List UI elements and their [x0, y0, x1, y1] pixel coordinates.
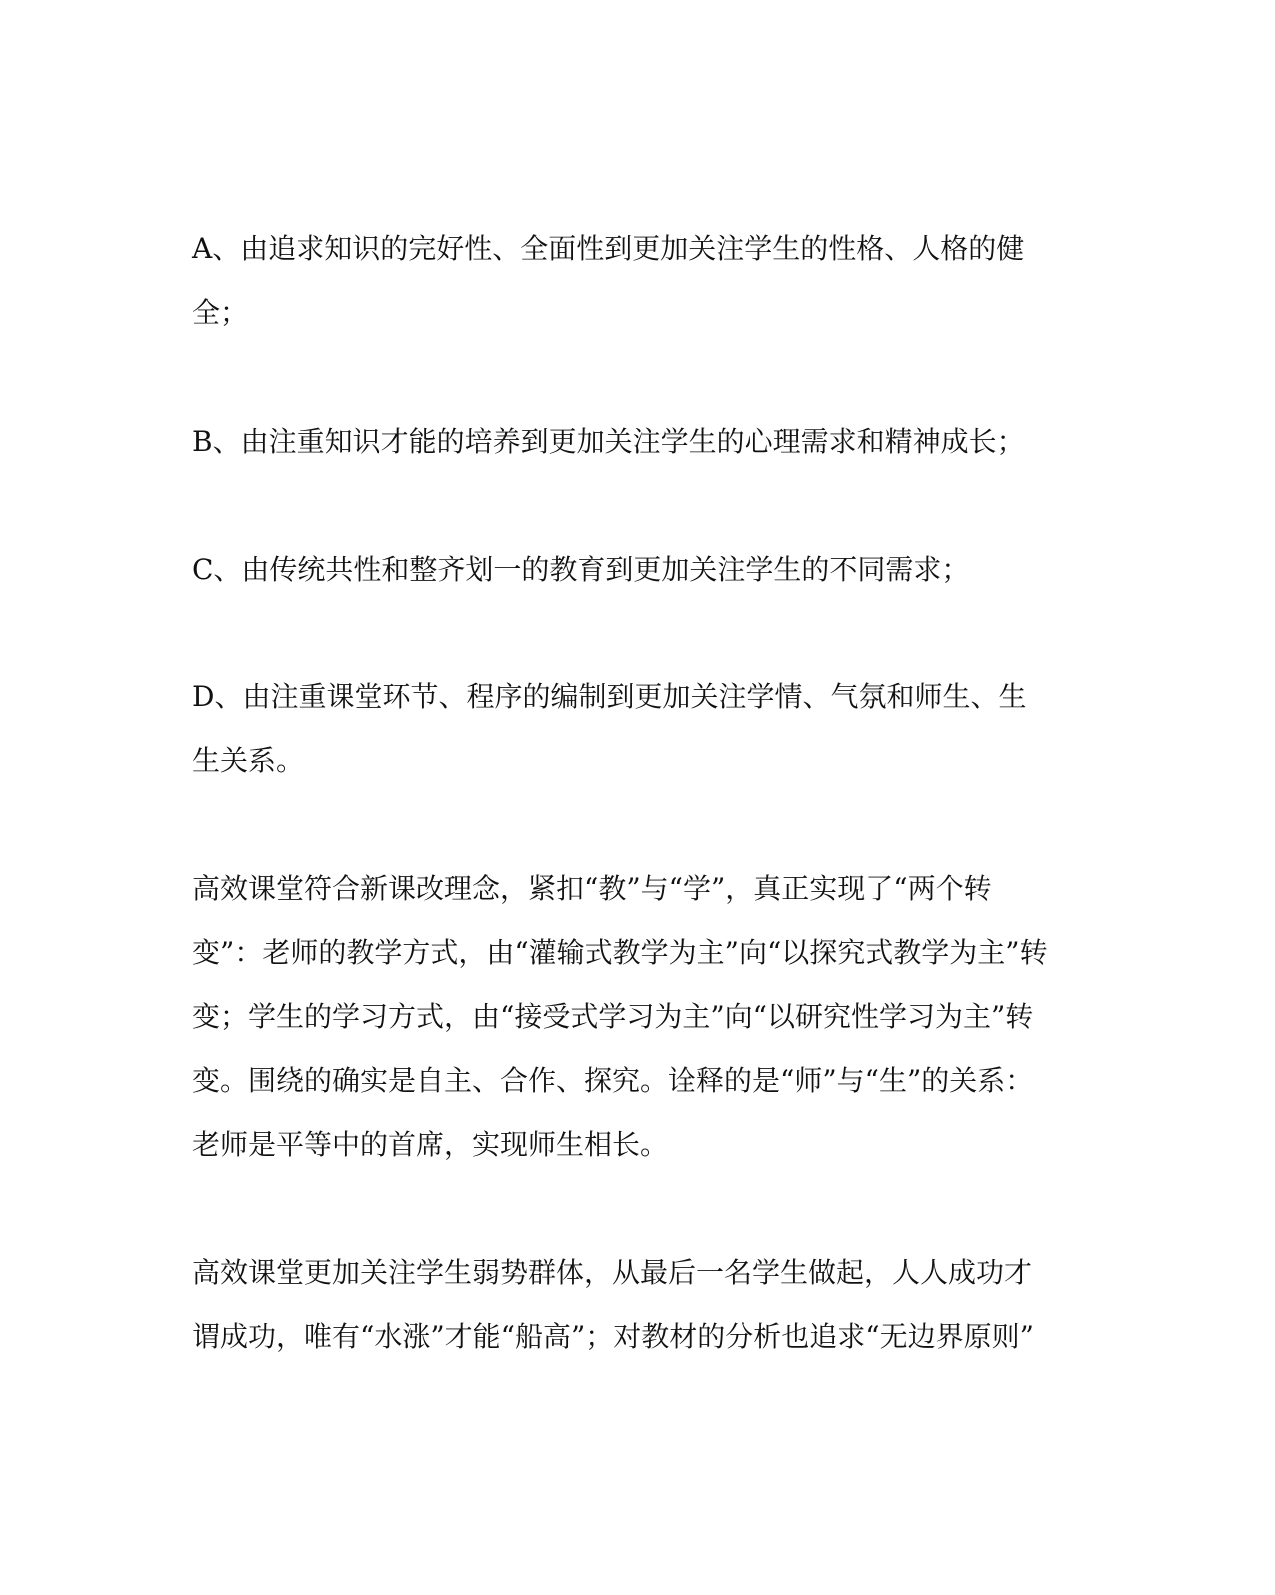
paragraph-option-c: C、由传统共性和整齐划一的教育到更加关注学生的不同需求；	[192, 553, 970, 586]
paragraph-two-transformations: 高效课堂符合新课改理念，紧扣“教”与“学”，真正实现了“两个转变”：老师的教学方式，由“灌输式教学为主”向“以探究式教学为主”转变；学生的学习方式，由“接受式学习为主”向“以研究性学习为主”转变。围绕的确实是自主、合作、探究。诠释的是“师”与“生”的关系：老师是平等中的首席，实现师生相长。	[192, 872, 1048, 1161]
paragraph-weak-students: 高效课堂更加关注学生弱势群体，从最后一名学生做起，人人成功才谓成功，唯有“水涨”才能“船高”；对教材的分析也追求“无边界原则”	[192, 1256, 1034, 1353]
paragraph-option-a: A、由追求知识的完好性、全面性到更加关注学生的性格、人格的健全；	[192, 232, 1025, 329]
paragraph-option-d: D、由注重课堂环节、程序的编制到更加关注学情、气氛和师生、生生关系。	[192, 680, 1027, 777]
paragraph-option-b: B、由注重知识才能的培养到更加关注学生的心理需求和精神成长；	[192, 425, 1025, 458]
